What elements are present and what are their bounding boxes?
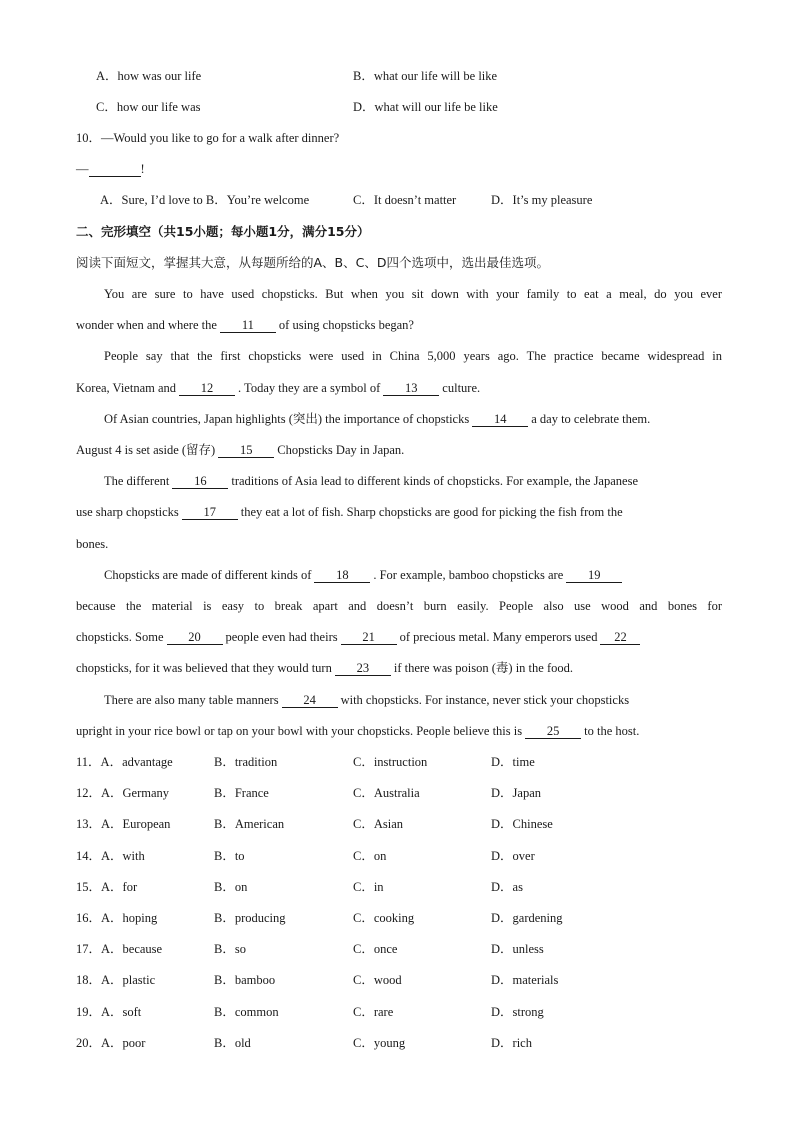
q15-option-b: B．on — [214, 880, 248, 894]
q14-option-b: B．to — [214, 849, 245, 863]
q13-option-d: D．Chinese — [491, 817, 553, 831]
passage-text: with chopsticks. For instance, never stick your chopsticks — [340, 693, 630, 707]
q9-option-b: B．what our life will be like — [353, 69, 498, 83]
passage-text: if there was poison (毒) in the food. — [393, 661, 573, 675]
q12-option-d: D．Japan — [491, 786, 541, 800]
q17-option-c: C．once — [353, 942, 398, 956]
q11-option-c: C．instruction — [353, 755, 428, 769]
passage-p5-line3 — [76, 628, 722, 646]
blank-20: 20 — [167, 630, 223, 645]
blank-16: 16 — [172, 474, 228, 489]
q14-option-d: D．over — [491, 849, 535, 863]
q10-option-d: D．It’s my pleasure — [491, 193, 593, 207]
passage-p2-line2 — [76, 379, 722, 397]
blank-17: 17 — [182, 505, 238, 520]
q9-option-d: D．what will our life be like — [353, 100, 498, 114]
passage-text: wonder when and where the — [76, 318, 217, 332]
blank-15: 15 — [218, 443, 274, 458]
passage-p1-line2 — [76, 316, 722, 334]
passage-text: of precious metal. Many emperors used — [399, 630, 598, 644]
blank-14: 14 — [472, 412, 528, 427]
q19-option-a: 19．A．soft — [76, 1005, 142, 1019]
passage-p4-line3: bones. — [76, 537, 109, 551]
q18-option-c: C．wood — [353, 973, 402, 987]
passage-text: they eat a lot of fish. Sharp chopsticks are good for picking the fish from the — [240, 505, 623, 519]
q19-option-c: C．rare — [353, 1005, 394, 1019]
passage-p5-line2: because the material is easy to break apart and doesn’t burn easily. People also use wood and bones for — [76, 599, 722, 613]
q17-option-a: 17．A．because — [76, 942, 163, 956]
q16-option-d: D．gardening — [491, 911, 563, 925]
q17-option-b: B．so — [214, 942, 246, 956]
blank-21: 21 — [341, 630, 397, 645]
q20-option-c: C．young — [353, 1036, 406, 1050]
q10-reply-suffix: ! — [140, 162, 145, 176]
blank-18: 18 — [314, 568, 370, 583]
q16-option-c: C．cooking — [353, 911, 415, 925]
passage-text: There are also many table manners — [104, 693, 279, 707]
passage-p1-line1: You are sure to have used chopsticks. But when you sit down with your family to eat a meal, do you ever — [104, 287, 722, 301]
q18-option-a: 18．A．plastic — [76, 973, 156, 987]
q20-option-a: 20．A．poor — [76, 1036, 146, 1050]
passage-p3-line2 — [76, 441, 722, 459]
passage-text: culture. — [442, 381, 481, 395]
q15-option-a: 15．A．for — [76, 880, 138, 894]
passage-p5-line1 — [104, 566, 722, 584]
q10-reply-prefix: — — [76, 162, 89, 176]
passage-text: August 4 is set aside (留存) — [76, 443, 216, 457]
q10-blank — [89, 162, 141, 177]
q20-option-b: B．old — [214, 1036, 251, 1050]
q14-option-c: C．on — [353, 849, 387, 863]
passage-text: Of Asian countries, Japan highlights (突出) the importance of chopsticks — [104, 412, 470, 426]
passage-p6-line2 — [76, 722, 722, 740]
passage-text: The different — [104, 474, 170, 488]
passage-p4-line1 — [104, 472, 722, 490]
passage-text: . For example, bamboo chopsticks are — [373, 568, 564, 582]
q15-option-d: D．as — [491, 880, 523, 894]
passage-p6-line1 — [104, 691, 722, 709]
q15-option-c: C．in — [353, 880, 384, 894]
q13-option-b: B．American — [214, 817, 285, 831]
q12-option-b: B．France — [214, 786, 269, 800]
q16-option-b: B．producing — [214, 911, 286, 925]
q17-option-d: D．unless — [491, 942, 544, 956]
q11-option-b: B．tradition — [214, 755, 278, 769]
passage-text: of using chopsticks began? — [278, 318, 414, 332]
passage-text: a day to celebrate them. — [531, 412, 651, 426]
passage-text: traditions of Asia lead to different kinds of chopsticks. For example, the Japanese — [231, 474, 638, 488]
q12-option-c: C．Australia — [353, 786, 420, 800]
q10-stem: 10．—Would you like to go for a walk after dinner? — [76, 131, 340, 145]
passage-p2-line1: People say that the first chopsticks were used in China 5,000 years ago. The practice became widespread in — [104, 349, 722, 363]
q12-option-a: 12．A．Germany — [76, 786, 170, 800]
blank-23: 23 — [335, 661, 391, 676]
q9-option-a: A．how was our life — [96, 69, 202, 83]
q10-option-c: C．It doesn’t matter — [353, 193, 457, 207]
passage-text: Korea, Vietnam and — [76, 381, 177, 395]
passage-text: people even had theirs — [225, 630, 338, 644]
blank-19: 19 — [566, 568, 622, 583]
blank-11: 11 — [220, 318, 276, 333]
section-instruction: 阅读下面短文，掌握其大意，从每题所给的A、B、C、D四个选项中，选出最佳选项。 — [76, 255, 549, 270]
q14-option-a: 14．A．with — [76, 849, 145, 863]
q10-reply — [76, 160, 722, 178]
q11-option-a: 11．A．advantage — [76, 755, 173, 769]
blank-25: 25 — [525, 724, 581, 739]
q18-option-d: D．materials — [491, 973, 559, 987]
q10-option-ab: A．Sure, I’d love to B．You’re welcome — [100, 193, 310, 207]
q11-option-d: D．time — [491, 755, 535, 769]
passage-text: chopsticks. Some — [76, 630, 164, 644]
blank-24: 24 — [282, 693, 338, 708]
q19-option-d: D．strong — [491, 1005, 544, 1019]
passage-text: chopsticks, for it was believed that they would turn — [76, 661, 332, 675]
passage-p5-line4 — [76, 659, 722, 677]
q20-option-d: D．rich — [491, 1036, 532, 1050]
blank-13: 13 — [383, 381, 439, 396]
passage-text: to the host. — [584, 724, 640, 738]
q19-option-b: B．common — [214, 1005, 279, 1019]
q13-option-a: 13．A．European — [76, 817, 171, 831]
q18-option-b: B．bamboo — [214, 973, 276, 987]
section-heading: 二、完形填空（共15小题；每小题1分，满分15分） — [76, 224, 370, 239]
blank-22: 22 — [600, 630, 640, 645]
passage-text: . Today they are a symbol of — [238, 381, 381, 395]
passage-p4-line2 — [76, 503, 722, 521]
passage-text: upright in your rice bowl or tap on your bowl with your chopsticks. People believe this is — [76, 724, 523, 738]
passage-text: Chopsticks Day in Japan. — [277, 443, 405, 457]
passage-text: Chopsticks are made of different kinds of — [104, 568, 312, 582]
blank-12: 12 — [179, 381, 235, 396]
q9-option-c: C．how our life was — [96, 100, 201, 114]
passage-text: use sharp chopsticks — [76, 505, 179, 519]
q16-option-a: 16．A．hoping — [76, 911, 158, 925]
passage-p3-line1 — [104, 410, 722, 428]
q13-option-c: C．Asian — [353, 817, 404, 831]
